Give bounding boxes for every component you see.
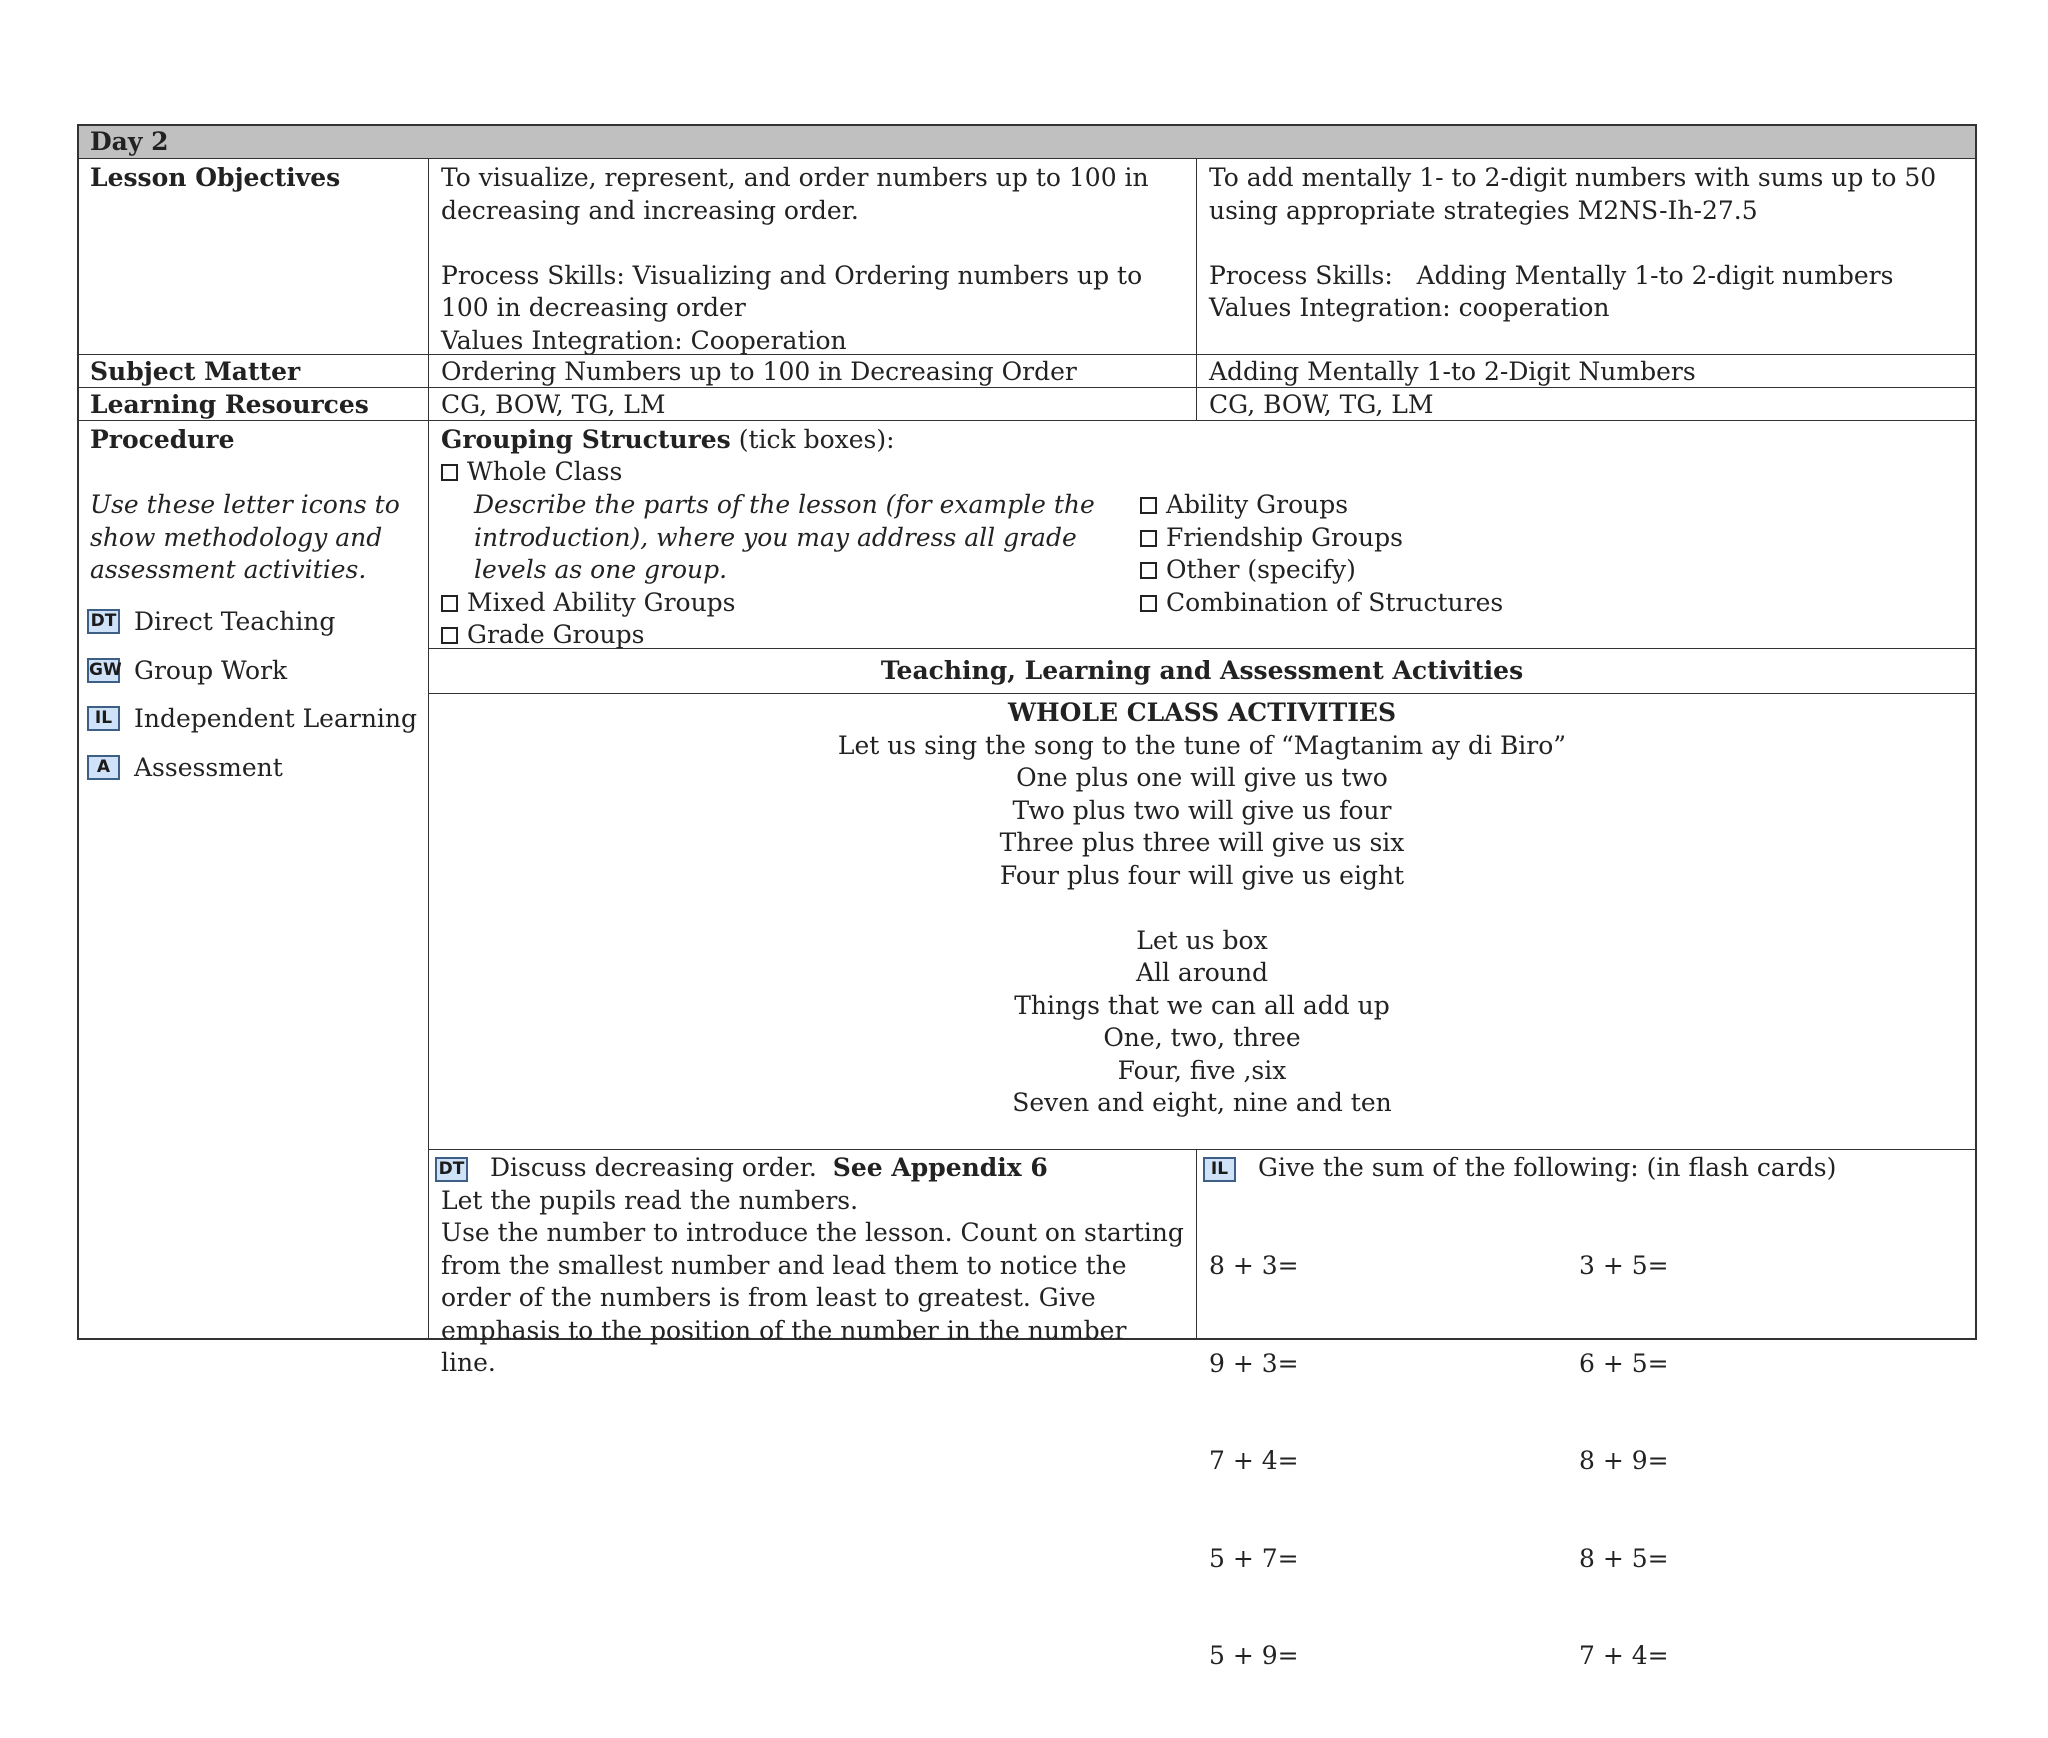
subject-label: Subject Matter [79,354,428,387]
friendship-groups-checkbox[interactable] [1140,530,1157,547]
il-icon: IL [87,706,120,731]
il-icon: IL [1203,1157,1236,1182]
grade-groups-option[interactable]: Grade Groups [441,619,644,652]
grouping-title: Grouping Structures [441,425,731,454]
song-line: Four, five ,six [1117,1055,1287,1085]
process-skills-text: Process Skills: Visualizing and Ordering numbers up to 100 in decreasing order [441,260,1143,322]
grade2-activity-lead: IL Give the sum of the following: (in flash cards) [1203,1152,1836,1185]
mixed-ability-option[interactable]: Mixed Ability Groups [441,587,736,620]
dt-icon: DT [435,1157,468,1182]
flash-card-item: 9 + 3= [1209,1348,1299,1378]
flash-card-item: 3 + 5= [1579,1251,1669,1280]
subject-grade1: Ordering Numbers up to 100 in Decreasing Order [428,354,1196,387]
flash-card-item: 7 + 4= [1579,1641,1669,1670]
day-label: Day 2 [90,127,169,156]
objectives-label: Lesson Objectives [79,158,428,354]
song-line: Two plus two will give us four [1012,795,1392,825]
a-icon: A [87,755,120,780]
legend-assessment: A Assessment [87,753,283,782]
flash-card-item: 7 + 4= [1209,1446,1299,1475]
values-text: Values Integration: cooperation [1209,293,1610,322]
song-intro: Let us sing the song to the tune of “Magtanim ay di Biro” [837,730,1567,760]
whole-class-activities [428,693,1975,1149]
combination-checkbox[interactable] [1140,595,1157,612]
song-line: Let us box [1136,925,1268,955]
activities-header: Teaching, Learning and Assessment Activities [428,648,1975,693]
lesson-plan-table [77,124,1977,1670]
flash-card-col-2 [1579,1185,1669,1738]
day-header [79,126,1975,158]
song-line: Three plus three will give us six [999,828,1405,857]
combination-option[interactable]: Combination of Structures [1140,587,1503,620]
flash-card-item: 6 + 5= [1579,1348,1669,1378]
flash-card-item: 5 + 7= [1209,1543,1299,1573]
objective-text: To add mentally 1- to 2-digit numbers with sums up to 50 using appropriate strategies M2NS-Ih-27.5 [1209,163,1937,225]
song-line: One plus one will give us two [1016,763,1388,792]
whole-class-option[interactable]: Whole Class [441,456,622,489]
grouping-structures [428,420,1975,648]
objective-text: To visualize, represent, and order numbers up to 100 in decreasing and increasing order. [441,163,1149,225]
song-line: One, two, three [1103,1023,1301,1052]
whole-class-checkbox[interactable] [441,464,458,481]
song-line: Seven and eight, nine and ten [1012,1088,1392,1117]
song-line: All around [1135,958,1269,987]
procedure-column [79,420,428,1338]
legend-direct-teaching: DT Direct Teaching [87,607,335,636]
dt-icon: DT [87,609,120,634]
friendship-groups-option[interactable]: Friendship Groups [1140,522,1403,555]
other-option[interactable]: Other (specify) [1140,554,1356,587]
legend-independent-learning: IL Independent Learning [87,704,417,733]
ability-groups-checkbox[interactable] [1140,497,1157,514]
legend-group-work: GW Group Work [89,656,288,685]
resources-grade2: CG, BOW, TG, LM [1196,387,1975,420]
gw-icon: GW [87,658,120,683]
resources-grade1: CG, BOW, TG, LM [428,387,1196,420]
other-checkbox[interactable] [1140,562,1157,579]
flash-card-col-1 [1209,1185,1299,1738]
song-line: Things that we can all add up [1014,990,1390,1020]
subject-grade2: Adding Mentally 1-to 2-Digit Numbers [1196,354,1975,387]
grouping-title-suffix: (tick boxes): [730,425,895,454]
grade1-activity [428,1149,1196,1377]
flash-card-item: 8 + 9= [1579,1446,1669,1475]
resources-label: Learning Resources [79,387,428,420]
flash-card-item: 5 + 9= [1209,1641,1299,1670]
objectives-grade2 [1196,158,1975,354]
grade2-activity [1196,1149,1975,1670]
grade1-activity-body: Let the pupils read the numbers. Use the number to introduce the lesson. Count on starting from the smallest number and lead them to notice the order of the numbers is from least to greatest. Give emphasis to the position of the number in the number line. [441,1185,1184,1377]
grade-groups-checkbox[interactable] [441,627,458,644]
procedure-note: Use these letter icons to show methodology and assessment activities. [90,490,400,584]
flash-card-item: 8 + 3= [1209,1251,1299,1280]
mixed-ability-checkbox[interactable] [441,595,458,612]
process-skills-text: Process Skills: Adding Mentally 1-to 2-digit numbers [1209,260,1894,290]
whole-class-description: Describe the parts of the lesson (for example the introduction), where you may address all grade levels as one group. [474,490,1095,584]
appendix-ref: See Appendix 6 [832,1153,1048,1182]
ability-groups-option[interactable]: Ability Groups [1140,489,1348,522]
procedure-label: Procedure [90,425,235,454]
song-line: Four plus four will give us eight [999,860,1405,890]
objectives-grade1 [428,158,1196,354]
whole-class-title: WHOLE CLASS ACTIVITIES [1007,698,1397,727]
grade1-activity-lead: DT Discuss decreasing order. See Appendix 6 [441,1152,1184,1185]
values-text: Values Integration: Cooperation [441,325,847,355]
flash-card-item: 8 + 5= [1579,1543,1669,1573]
